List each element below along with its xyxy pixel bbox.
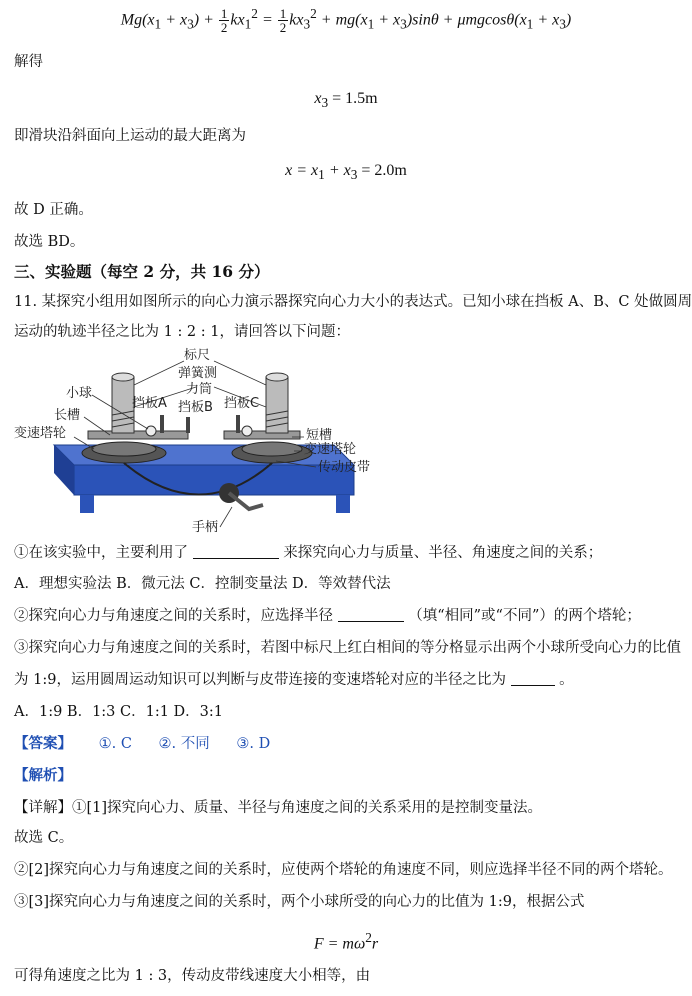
x-result: $x = x_1 + x_3 = 2.0m$: [285, 162, 407, 183]
energy-equation: $Mg(x_1 + x_3)$ + $\frac{1}{2}$ $kx_1^2$ = $\frac{1}{2}$ $kx_3^2 + mg(x_1 + x_3)\sin\theta + \mu mgcos\theta(x_1 + x_3)$: [120, 6, 572, 36]
label-ball: 小球: [66, 386, 93, 401]
d-correct-text: 故 D 正确。: [14, 202, 93, 218]
baffle-a: [160, 415, 164, 433]
answer-line: [14, 734, 270, 754]
blank-1[interactable]: [193, 544, 279, 559]
answer-tag: 【答案】: [14, 735, 72, 752]
label-long-groove: 长槽: [54, 408, 81, 423]
label-handle: 手柄: [192, 520, 219, 535]
section-heading: 三、实验题（每空 2 分，共 16 分）: [14, 262, 270, 281]
sub-question-1: ①在该实验中，主要利用了 来探究向心力与质量、半径、角速度之间的关系；: [14, 545, 603, 561]
platform-leg-left: [80, 495, 94, 513]
label-tower-left: 变速塔轮: [14, 426, 67, 441]
question-11-line2: 运动的轨迹半径之比为 1 : 2 : 1，请回答以下问题：: [14, 324, 350, 340]
detail-line-3: ③[3]探究向心力与角速度之间的关系时，两个小球所受的向心力的比值为 1:9，根据公式: [14, 894, 585, 910]
ball-left: [146, 426, 156, 436]
short-groove: [224, 431, 300, 439]
max-distance-text: 即滑块沿斜面向上运动的最大距离为: [14, 128, 246, 144]
platform-front: [74, 465, 354, 495]
ball-right: [242, 426, 252, 436]
label-spring-b: 力筒: [186, 382, 213, 397]
question-11-line1: 11. 某探究小组用如图所示的向心力演示器探究向心力大小的表达式。已知小球在挡板 A、B、C 处做圆周: [14, 294, 692, 310]
answer-1: ①. C: [98, 736, 132, 752]
sub-question-2: ②探究向心力与角速度之间的关系时，应选择半径 （填“相同”或“不同”）的两个塔轮；: [14, 608, 641, 624]
label-spring-a: 弹簧测: [178, 366, 218, 381]
last-line: 可得角速度之比为 1 : 3，传动皮带线速度大小相等，由: [14, 968, 371, 984]
label-belt: 传动皮带: [318, 460, 371, 475]
solve-text: 解得: [14, 54, 43, 70]
detail-line-1: 【详解】①[1]探究向心力、质量、半径与角速度之间的关系采用的是控制变量法。: [14, 800, 543, 816]
detail-line-2: ②[2]探究向心力与角速度之间的关系时，应使两个塔轮的角速度不同，则应选择半径不同的两个塔轮。: [14, 862, 673, 878]
long-groove: [88, 431, 188, 439]
choose-c-text: 故选 C。: [14, 830, 74, 846]
x3-result: $x_3 = 1.5m$: [314, 90, 378, 111]
platform-leg-right: [336, 495, 350, 513]
options-1: A．理想实验法 B．微元法 C．控制变量法 D．等效替代法: [14, 576, 391, 592]
sub-question-3-line2: 为 1:9，运用圆周运动知识可以判断与皮带连接的变速塔轮对应的半径之比为 。: [14, 672, 574, 688]
blank-2[interactable]: [338, 607, 404, 622]
label-short-groove: 短槽: [306, 428, 333, 443]
label-baffle-a: 挡板A: [132, 396, 167, 411]
choose-bd-text: 故选 BD。: [14, 234, 85, 250]
label-tower-right: 变速塔轮: [304, 442, 357, 457]
answer-3: ③. D: [236, 736, 271, 752]
label-ruler: 标尺: [184, 348, 211, 363]
baffle-c: [236, 415, 240, 433]
sub-question-3-line1: ③探究向心力与角速度之间的关系时，若图中标尺上红白相间的等分格显示出两个小球所受向心力的比值: [14, 640, 681, 656]
analysis-tag: 【解析】: [14, 767, 72, 784]
force-formula: $F = m\omega^2r$: [313, 930, 379, 953]
label-baffle-c: 挡板C: [224, 396, 260, 411]
baffle-b: [186, 417, 190, 433]
options-3: A．1:9 B．1:3 C．1:1 D．3:1: [14, 704, 224, 720]
detail-tag: 【详解】: [14, 800, 72, 816]
label-baffle-b: 挡板B: [178, 400, 213, 415]
blank-3[interactable]: [511, 671, 555, 686]
analysis-line: [14, 766, 72, 786]
centripetal-force-apparatus-figure: [14, 345, 394, 540]
answer-2: ②. 不同: [158, 736, 210, 752]
